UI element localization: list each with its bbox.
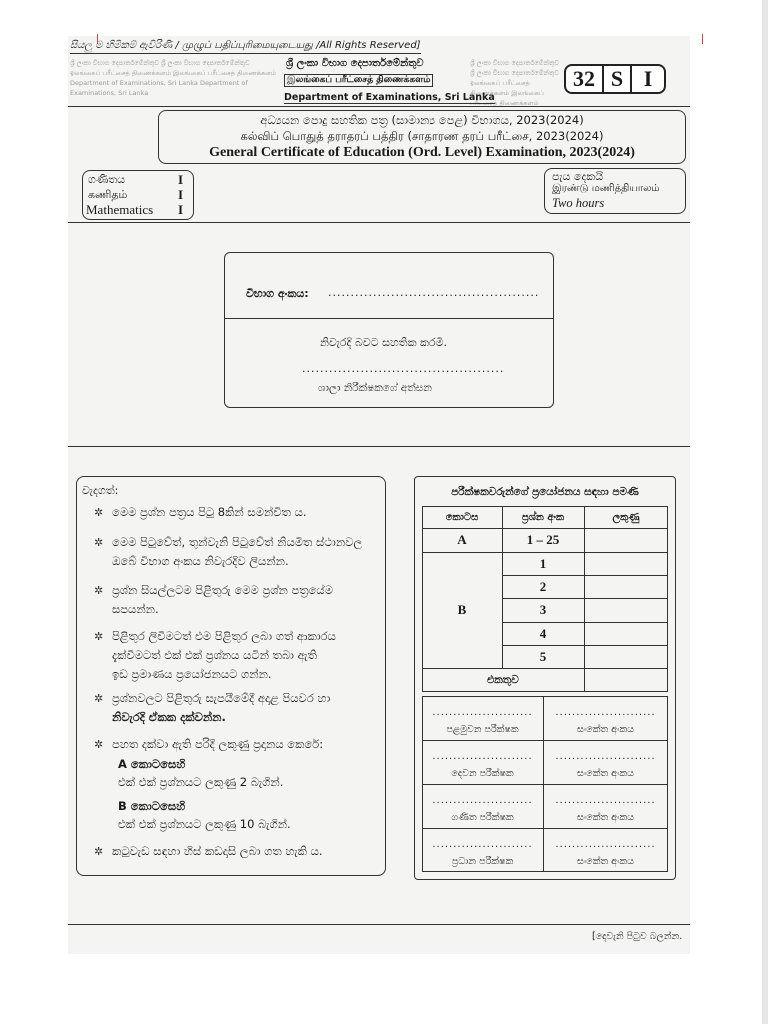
exam-title-ta: கல்விப் பொதுத் தராதரப் பத்திர (சாதாரண தரப் பரீட்சை, 2023(2024) <box>240 129 604 143</box>
instruction-1: මෙම ප්‍රශ්න පත්‍රය පිටු 8කින් සමන්විත ය. <box>112 505 307 519</box>
examiner3-field[interactable]: ........................ <box>432 794 533 806</box>
index-number-label: විභාග අංකය: <box>246 287 309 300</box>
examiner3-code-field[interactable]: ........................ <box>555 794 656 806</box>
header-divider <box>68 106 690 107</box>
examiner2-code-field[interactable]: ........................ <box>555 750 656 762</box>
divider-1 <box>68 222 690 223</box>
part-b-label: B කොටසෙහි <box>118 799 186 813</box>
part-b-q2: 2 <box>539 578 547 594</box>
instruction-4a: පිළිතුර ලිවීමටත් එම පිළිතුර ලබා ගත් ආකාරය <box>112 629 336 643</box>
subject-en: Mathematics <box>86 202 154 217</box>
instruction-5a: ප්‍රශ්නවලට පිළිතුරු සැපයීමේදී අදාළ පියවර හා <box>112 691 331 705</box>
header-question: ප්‍රශ්න අංක <box>521 511 565 523</box>
subject-paper-2: I <box>178 187 184 202</box>
examiner4-label: ප්‍රධාන පරීක්ෂක <box>451 855 514 867</box>
subject-si: ගණිතය <box>88 173 126 186</box>
subject-paper-3: I <box>178 202 184 217</box>
index-box-divider <box>225 318 553 319</box>
bullet-icon: ✲ <box>94 692 104 705</box>
duration-si: පැය දෙකයි <box>552 170 604 183</box>
part-b-cell: B <box>457 602 467 617</box>
part-b-q5: 5 <box>539 648 547 664</box>
part-b-q1: 1 <box>539 555 547 571</box>
watermark-left: ශ්‍රී ලංකා විභාග දෙපාර්තමේන්තුව ශ්‍රී ලංකා විභාග දෙපාර්තමේන්තුව ඉலங்கைப் பரீட்சைத் திணைக்களம் இலங்கைப் பரீட்சைத் திணைக்களம் Department of Examinations, Sri Lanka Department of Examinations, Sri Lanka <box>70 59 277 97</box>
turn-over-note: [දෙවැනි පිටුව බලන්න. <box>592 931 683 942</box>
examiner1-code-field[interactable]: ........................ <box>555 706 656 718</box>
instruction-5b: නිවැරදි ඒකක දක්වන්න. <box>112 710 226 724</box>
examiner4-field[interactable]: ........................ <box>432 838 533 850</box>
part-a-label: A කොටසෙහි <box>118 757 186 771</box>
watermark-right: ශ්‍රී ලංකා විභාග දෙපාර්තමේන්තුව ශ්‍රී ලංකා විභාග දෙපාර්තමේන්තුව ඉலங்கைப் பரீட்சைத் திணைக்களம் இலங்கைப் பரீட்சைத் திணைக்களம் <box>470 59 559 107</box>
instructions-heading: වැදගත්: <box>82 484 119 497</box>
instruction-3a: ප්‍රශ්න සියල්ලටම පිළිතුරු මෙම ප්‍රශ්න පත්‍රයේම <box>112 583 333 597</box>
divider-3 <box>68 924 690 925</box>
duration-en: Two hours <box>552 196 605 210</box>
examiner2-code-label: සංකේත අංකය <box>577 767 634 779</box>
bullet-icon: ✲ <box>94 584 104 597</box>
instruction-2a: මෙම පිටුවේත්, තුන්වැනි පිටුවේත් නියමිත ස්ථානවල <box>112 535 363 549</box>
index-number-field[interactable]: ............................................... <box>328 286 540 299</box>
part-b-text: එක් එක් ප්‍රශ්නයට ලකුණු 10 බැගින්. <box>118 817 291 831</box>
bullet-icon: ✲ <box>94 738 104 751</box>
bullet-icon: ✲ <box>94 845 104 858</box>
examiner3-label: ගණිත පරීක්ෂක <box>451 811 514 823</box>
rights-line: සියලු ම හිමිකම් ඇවිරිණි / முழுப் பதிப்புரிமையுடையது /All Rights Reserved] <box>70 40 421 54</box>
bullet-icon: ✲ <box>94 536 104 549</box>
part-a-cell: A <box>457 532 467 547</box>
examiner4-code-label: සංකේත අංකය <box>577 855 634 867</box>
examiner1-label: පළමුවන පරීක්ෂක <box>446 723 519 735</box>
examiner1-field[interactable]: ........................ <box>432 706 533 718</box>
total-marks[interactable] <box>584 668 668 692</box>
examiner3-code-label: සංකේත අංකය <box>577 811 634 823</box>
instruction-6: පහත දක්වා ඇති පරිදි ලකුණු ප්‍රදානය කෙරේ: <box>112 737 324 751</box>
examiner1-code-label: සංකේත අංකය <box>577 723 634 735</box>
part-a-marks[interactable] <box>584 528 668 552</box>
signature-label: ශාලා නිරීක්ෂකගේ අත්සන <box>318 382 432 394</box>
bullet-icon: ✲ <box>94 630 104 643</box>
examiner2-field[interactable]: ........................ <box>432 750 533 762</box>
instruction-7: කටුවැඩ සඳහා හිස් කඩදාසි ලබා ගත හැකි ය. <box>112 844 323 858</box>
paper-code-letter1: S <box>602 64 632 94</box>
department-ta: இலங்கைப் பரீட்சைத் திணைக்களம் <box>284 74 433 87</box>
examiner2-label: දෙවන පරීක්ෂක <box>451 767 514 779</box>
department-en: Department of Examinations, Sri Lanka <box>284 92 495 103</box>
part-a-text: එක් එක් ප්‍රශ්නයට ලකුණු 2 බැගින්. <box>118 775 284 789</box>
examiners-row-1 <box>422 740 668 741</box>
total-label: එකතුව <box>487 673 519 686</box>
instruction-4b: දැක්වීමටත් එක් එක් ප්‍රශ්නය යටින් තබා ඇති <box>112 648 317 662</box>
page-edge <box>762 0 768 1024</box>
header-marks: ලකුණු <box>612 511 640 523</box>
header-part: කොටස <box>445 511 479 523</box>
department-si: ශ්‍රී ලංකා විභාග දෙපාර්තමේන්තුව <box>286 58 424 69</box>
part-b-q3: 3 <box>539 602 547 617</box>
instruction-3b: සපයන්න. <box>112 602 159 616</box>
signature-line[interactable]: ............................................. <box>302 362 505 375</box>
corner-mark-right <box>702 34 703 44</box>
certify-text: නිවැරදි බවට සහතික කරමි. <box>320 336 448 349</box>
exam-title-si: අධ්‍යයන පොදු සහතික පත්‍ර (සාමාන්‍ය පෙළ) විභාගය, 2023(2024) <box>260 113 584 127</box>
part-a-range: 1 – 25 <box>526 532 560 547</box>
duration-ta: இரண்டு மணித்தியாலம் <box>552 183 660 194</box>
paper-code-number: 32 <box>564 64 604 94</box>
examiners-row-3 <box>422 828 668 829</box>
divider-2 <box>68 446 690 447</box>
part-b-q4: 4 <box>539 625 547 641</box>
paper-code-letter2: I <box>630 64 666 94</box>
exam-title-en: General Certificate of Education (Ord. Level) Examination, 2023(2024) <box>209 145 635 160</box>
marks-table-title: පරීක්ෂකවරුන්ගේ ප්‍රයෝජනය සඳහා පමණි <box>451 486 639 498</box>
instruction-4c: ඉඩ ප්‍රමාණය ප්‍රයෝජනයට ගන්න. <box>112 667 272 681</box>
bullet-icon: ✲ <box>94 506 104 519</box>
subject-ta: கணிதம் <box>88 188 128 201</box>
instruction-2b: ඔබේ විභාග අංකය නිවැරදිව ලියන්න. <box>112 554 289 568</box>
examiner4-code-field[interactable]: ........................ <box>555 838 656 850</box>
subject-paper-1: I <box>178 172 184 187</box>
examiners-row-2 <box>422 784 668 785</box>
